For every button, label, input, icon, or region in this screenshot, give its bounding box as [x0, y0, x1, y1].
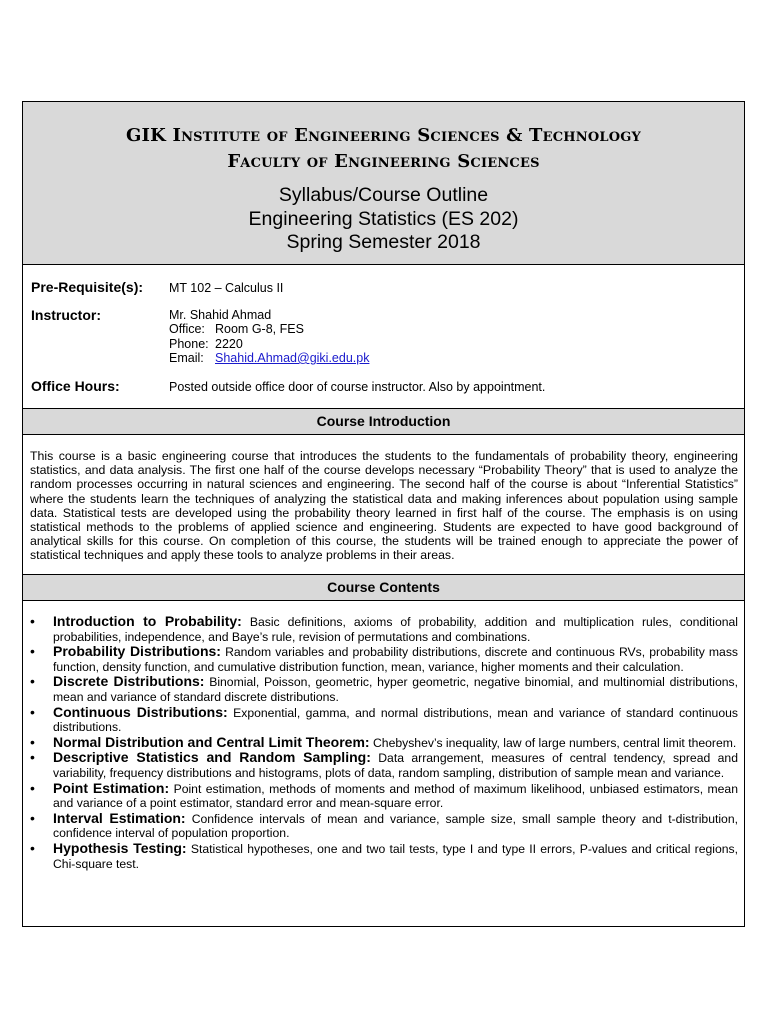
- topic-description: Point estimation, methods of moments and method of maximum likelihood, unbiased estimators, mean and variance of a point estimator, standard error and mean-square error.: [53, 781, 738, 811]
- office-row: [169, 322, 369, 336]
- topic-description: Random variables and probability distributions, discrete and continuous RVs, probability mass function, density function, and cumulative distribution function, mean, variance, higher moments and their calculation.: [53, 645, 739, 674]
- semester: Spring Semester 2018: [286, 231, 481, 253]
- course-contents-heading: Course Contents: [23, 575, 744, 601]
- email-label: Email:: [169, 350, 204, 365]
- topic-description: Statistical hypotheses, one and two tail tests, type I and type II errors, P-values and critical regions, Chi-square test.: [53, 841, 738, 871]
- bullet-icon: •: [30, 809, 35, 826]
- institute-name: GIK Institute of Engineering Sciences & Technology: [125, 125, 642, 146]
- bullet-icon: •: [30, 779, 35, 796]
- list-item: [30, 811, 738, 841]
- topic-description: Chebyshev’s inequality, law of large numbers, central limit theorem.: [372, 735, 737, 750]
- bullet-icon: •: [30, 613, 35, 629]
- list-item: [30, 750, 738, 780]
- bullet-icon: •: [30, 673, 35, 690]
- course-title-block: [23, 184, 744, 255]
- topic-description: Data arrangement, measures of central tendency, spread and variability, frequency distributions and histograms, plots of data, random sampling, distribution of sample mean and variance.: [53, 751, 738, 780]
- bullet-icon: •: [30, 643, 35, 660]
- course-introduction-heading: Course Introduction: [23, 409, 744, 435]
- topic-title: Descriptive Statistics and Random Sampling:: [53, 749, 371, 766]
- topic-title: Probability Distributions:: [53, 643, 221, 660]
- phone-value: 2220: [215, 336, 243, 351]
- list-item: [30, 735, 738, 751]
- topic-description: Confidence intervals of mean and variance, sample size, small sample theory and t-distribution, confidence interval of population proportion.: [53, 811, 739, 841]
- course-name: Engineering Statistics (ES 202): [248, 207, 519, 230]
- topic-title: Hypothesis Testing:: [53, 839, 187, 856]
- list-item: [30, 841, 738, 871]
- topic-title: Discrete Distributions:: [53, 673, 205, 690]
- instructor-name: Mr. Shahid Ahmad: [169, 308, 272, 322]
- topic-description: Basic definitions, axioms of probability, addition and multiplication rules, conditional probabilities, independence, and Baye’s rule, revision of permutations and combinations.: [53, 615, 738, 644]
- document-header: [23, 102, 744, 265]
- faculty-name: Faculty of Engineering Sciences: [227, 151, 540, 172]
- topic-description: Binomial, Poisson, geometric, hyper geometric, negative binomial, and multinomial distributions, mean and variance of standard discrete distributions.: [53, 675, 738, 704]
- instructor-details: [169, 308, 369, 365]
- syllabus-document: [22, 101, 745, 927]
- list-item: [30, 614, 738, 644]
- list-item: [30, 781, 738, 811]
- bullet-icon: •: [30, 703, 35, 720]
- course-introduction-text: This course is a basic engineering course that introduces the students to the fundamentals of probability theory, engineering statistics, and data analysis. The first one half of the course develops necessary “Probability Theory” that is used to analyze the random processes occurring in natural sciences and engineering. The second half of the course is about “Inferential Statistics” where the students learn the techniques of analyzing the statistical data and making inferences about population using sample data. Statistical tests are developed using the probability theory learned in first half of the course. The emphasis is on using statistical methods to the problems of applied science and engineering. Students are expected to have good background of analytical skills for this course. On completion of this course, the students will be trained enough to appreciate the power of statistical techniques and apply these tools to analyze problems in their areas.: [23, 435, 744, 575]
- bullet-icon: •: [30, 749, 35, 766]
- list-item: [30, 674, 738, 704]
- topic-title: Normal Distribution and Central Limit Theorem:: [53, 733, 370, 750]
- course-info-section: [23, 265, 744, 409]
- topic-title: Interval Estimation:: [53, 809, 186, 826]
- topic-title: Continuous Distributions:: [53, 703, 228, 720]
- doc-type: Syllabus/Course Outline: [278, 184, 489, 206]
- phone-label: Phone:: [169, 336, 209, 351]
- list-item: [30, 644, 738, 674]
- bullet-icon: •: [30, 839, 35, 856]
- topic-title: Point Estimation:: [53, 779, 170, 796]
- institution-block: [23, 102, 744, 175]
- phone-row: [169, 337, 369, 351]
- email-link[interactable]: Shahid.Ahmad@giki.edu.pk: [215, 350, 370, 365]
- instructor-label: Instructor:: [31, 307, 101, 323]
- bullet-icon: •: [30, 733, 35, 750]
- office-value: Room G-8, FES: [215, 322, 304, 337]
- office-hours-label: Office Hours:: [31, 378, 120, 394]
- topic-title: Introduction to Probability:: [53, 613, 242, 629]
- list-item: [30, 705, 738, 735]
- course-contents-list: [23, 601, 744, 871]
- email-row: [169, 351, 369, 365]
- office-hours-value: Posted outside office door of course instructor. Also by appointment.: [169, 380, 546, 394]
- topic-description: Exponential, gamma, and normal distributions, mean and variance of standard continuous distributions.: [53, 705, 738, 735]
- office-label: Office:: [169, 322, 205, 337]
- prereq-value: MT 102 – Calculus II: [169, 281, 284, 295]
- prereq-label: Pre-Requisite(s):: [31, 279, 144, 295]
